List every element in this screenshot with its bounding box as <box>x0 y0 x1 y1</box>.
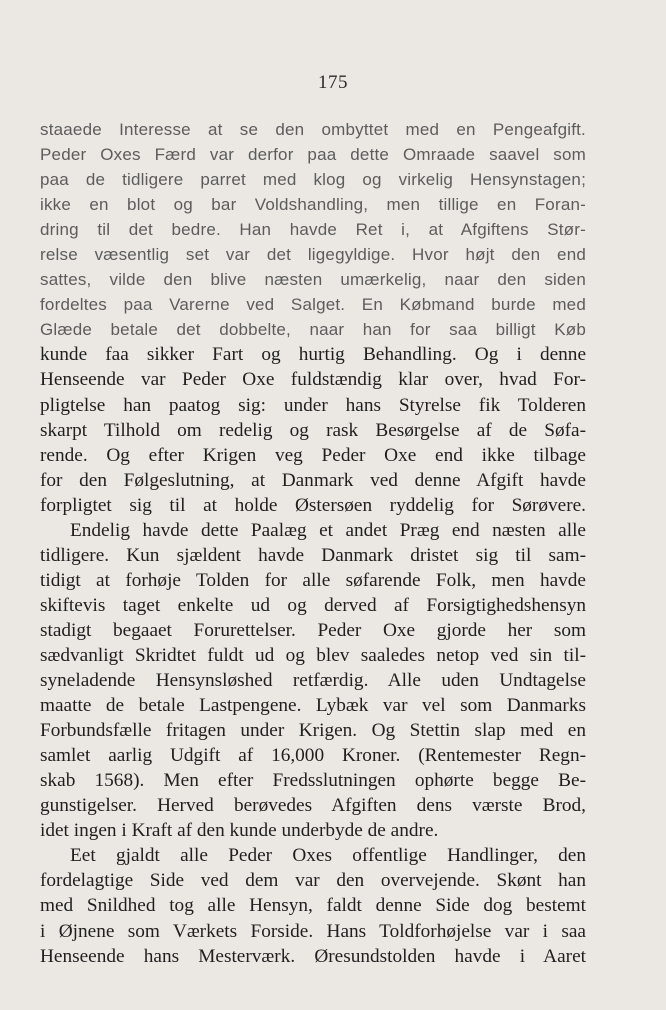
text-line: fordeltes paa Varerne ved Salget. En Købmand burde med <box>40 295 586 315</box>
text-line: Peder Oxes Færd var derfor paa dette Omraade saavel som <box>40 145 586 165</box>
text-line: Henseende hans Mesterværk. Øresundstolden havde i Aaret <box>40 945 586 967</box>
paragraph-start-line: Endelig havde dette Paalæg et andet Præg end næsten alle <box>70 519 586 541</box>
text-line: samlet aarlig Udgift af 16,000 Kroner. (Rentemester Regn- <box>40 745 586 767</box>
text-line: Henseende var Peder Oxe fuldstændig klar over, hvad For- <box>40 369 586 391</box>
text-line: Forbundsfælle fritagen under Krigen. Og Stettin slap med en <box>40 720 586 742</box>
text-line: idet ingen i Kraft af den kunde underbyde de andre. <box>40 820 439 842</box>
text-line: syneladende Hensynsløshed retfærdig. Alle uden Undtagelse <box>40 670 586 692</box>
text-line: kunde faa sikker Fart og hurtig Behandling. Og i denne <box>40 344 586 366</box>
text-line: med Snildhed tog alle Hensyn, faldt denne Side dog bestemt <box>40 895 586 917</box>
text-line: tidligere. Kun sjældent havde Danmark dristet sig til sam- <box>40 544 586 566</box>
text-line: skarpt Tilhold om redelig og rask Besørgelse af de Søfa- <box>40 419 586 441</box>
text-line: maatte de betale Lastpengene. Lybæk var vel som Danmarks <box>40 695 586 717</box>
text-line: ikke en blot og bar Voldshandling, men tillige en Foran- <box>40 195 586 215</box>
text-line: stadigt begaaet Forurettelser. Peder Oxe gjorde her som <box>40 619 586 641</box>
text-line: for den Følgeslutning, at Danmark ved denne Afgift havde <box>40 469 586 491</box>
page-number: 175 <box>318 72 348 93</box>
text-line: tidigt at forhøje Tolden for alle søfarende Folk, men havde <box>40 569 586 591</box>
text-line: gunstigelser. Herved berøvedes Afgiften dens værste Brod, <box>40 795 586 817</box>
text-line: fordelagtige Side ved dem var den overvejende. Skønt han <box>40 870 586 892</box>
text-line: sædvanligt Skridtet fuldt ud og blev saaledes netop ved sin til- <box>40 644 586 666</box>
paragraph-start-line: Eet gjaldt alle Peder Oxes offentlige Handlinger, den <box>70 845 586 867</box>
text-line: forpligtet sig til at holde Østersøen ryddelig for Sørøvere. <box>40 494 586 516</box>
text-line: staaede Interesse at se den ombyttet med en Pengeafgift. <box>40 120 586 139</box>
text-line: skab 1568). Men efter Fredsslutningen ophørte begge Be- <box>40 770 586 792</box>
text-line: Glæde betale det dobbelte, naar han for saa billigt Køb <box>40 320 586 340</box>
body-text <box>40 117 586 969</box>
text-line: paa de tidligere parret med klog og virkelig Hensynstagen; <box>40 170 586 190</box>
text-line: sattes, vilde den blive næsten umærkelig, naar den siden <box>40 270 586 290</box>
text-line: pligtelse han paatog sig: under hans Styrelse fik Tolderen <box>40 394 586 416</box>
text-line: dring til det bedre. Han havde Ret i, at Afgiftens Stør- <box>40 220 586 240</box>
text-line: rende. Og efter Krigen veg Peder Oxe end ikke tilbage <box>40 444 586 466</box>
text-line: i Øjnene som Værkets Forside. Hans Toldforhøjelse var i saa <box>40 920 586 942</box>
text-line: skiftevis taget enkelte ud og derved af Forsigtighedshensyn <box>40 594 586 616</box>
text-line: relse væsentlig set var det ligegyldige. Hvor højt den end <box>40 245 586 265</box>
